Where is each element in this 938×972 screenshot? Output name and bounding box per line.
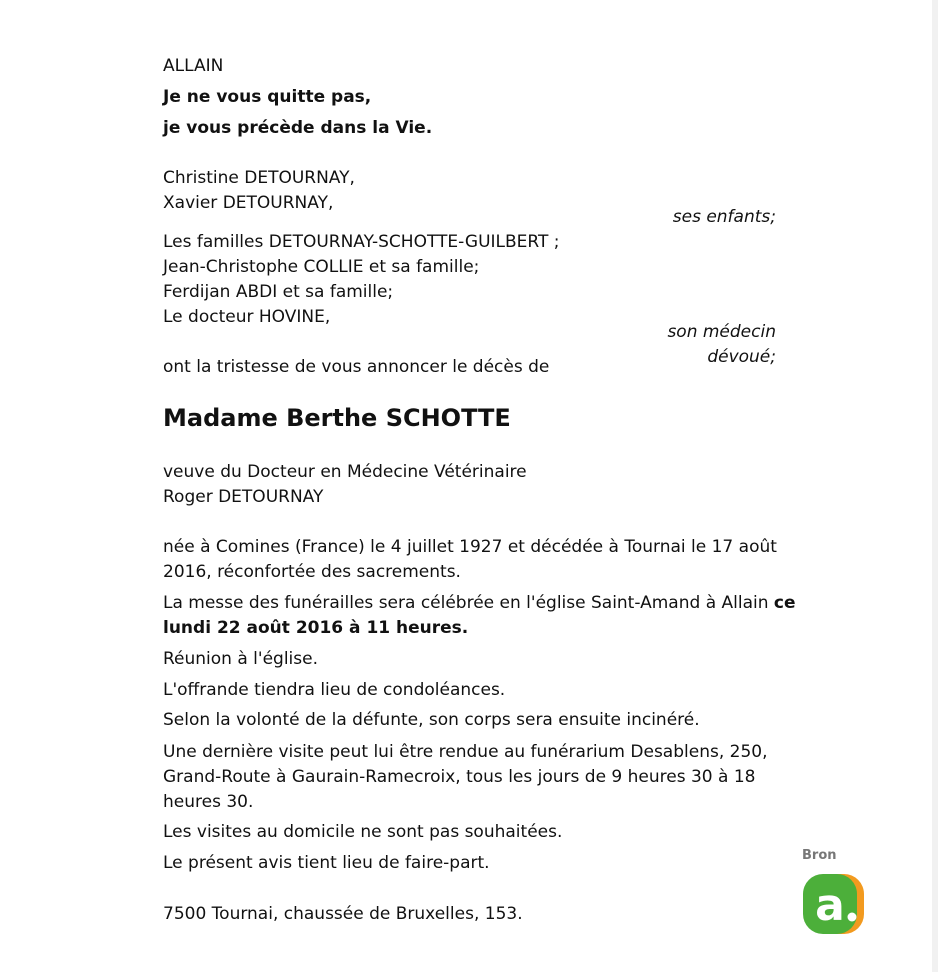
quote-line-1: Je ne vous quitte pas,	[163, 87, 372, 107]
notice-text: Le présent avis tient lieu de faire-part.	[163, 853, 490, 873]
offering-text: L'offrande tiendra lieu de condoléances.	[163, 680, 506, 700]
family-line-2: Xavier DETOURNAY,	[163, 193, 334, 213]
family-line-4: Jean-Christophe COLLIE et sa famille;	[163, 257, 480, 277]
doctor-role-line-1: son médecin	[667, 322, 776, 342]
cremation-text: Selon la volonté de la défunte, son corps sera ensuite incinéré.	[163, 710, 700, 730]
announcement: ont la tristesse de vous annoncer le décès de	[163, 357, 550, 377]
visit-line-1: Une dernière visite peut lui être rendue au funérarium Desablens, 250,	[163, 742, 768, 762]
family-line-3: Les familles DETOURNAY-SCHOTTE-GUILBERT ;	[163, 232, 560, 252]
mass-date-part-1: ce	[773, 593, 796, 613]
mass-date-part-2: lundi 22 août 2016 à 11 heures.	[163, 618, 469, 638]
family-line-6: Le docteur HOVINE,	[163, 307, 331, 327]
doctor-role-line-2: dévoué;	[707, 347, 776, 367]
children-role: ses enfants;	[672, 207, 776, 227]
mass-text: La messe des funérailles sera célébrée en l'église Saint-Amand à Allain	[163, 593, 769, 613]
source-label: Bron	[802, 848, 837, 863]
reunion-text: Réunion à l'église.	[163, 649, 318, 669]
visit-line-3: heures 30.	[163, 792, 254, 812]
widow-line-1: veuve du Docteur en Médecine Vétérinaire	[163, 462, 527, 482]
home-visits-text: Les visites au domicile ne sont pas souhaitées.	[163, 822, 563, 842]
family-line-5: Ferdijan ABDI et sa famille;	[163, 282, 394, 302]
quote-line-2: je vous précède dans la Vie.	[163, 118, 433, 138]
widow-line-2: Roger DETOURNAY	[163, 487, 324, 507]
place-heading: ALLAIN	[163, 56, 224, 76]
birth-death-line-2: 2016, réconfortée des sacrements.	[163, 562, 461, 582]
birth-death-line-1: née à Comines (France) le 4 juillet 1927 et décédée à Tournai le 17 août	[163, 537, 777, 557]
page-edge	[932, 0, 938, 972]
family-line-1: Christine DETOURNAY,	[163, 168, 355, 188]
logo-letter: a	[815, 880, 845, 931]
visit-line-2: Grand-Route à Gaurain-Ramecroix, tous les jours de 9 heures 30 à 18	[163, 767, 756, 787]
deceased-name: Madame Berthe SCHOTTE	[163, 404, 511, 432]
address: 7500 Tournai, chaussée de Bruxelles, 153.	[163, 904, 523, 924]
mass-line-1	[163, 592, 796, 614]
source-logo-icon[interactable]	[802, 872, 866, 936]
